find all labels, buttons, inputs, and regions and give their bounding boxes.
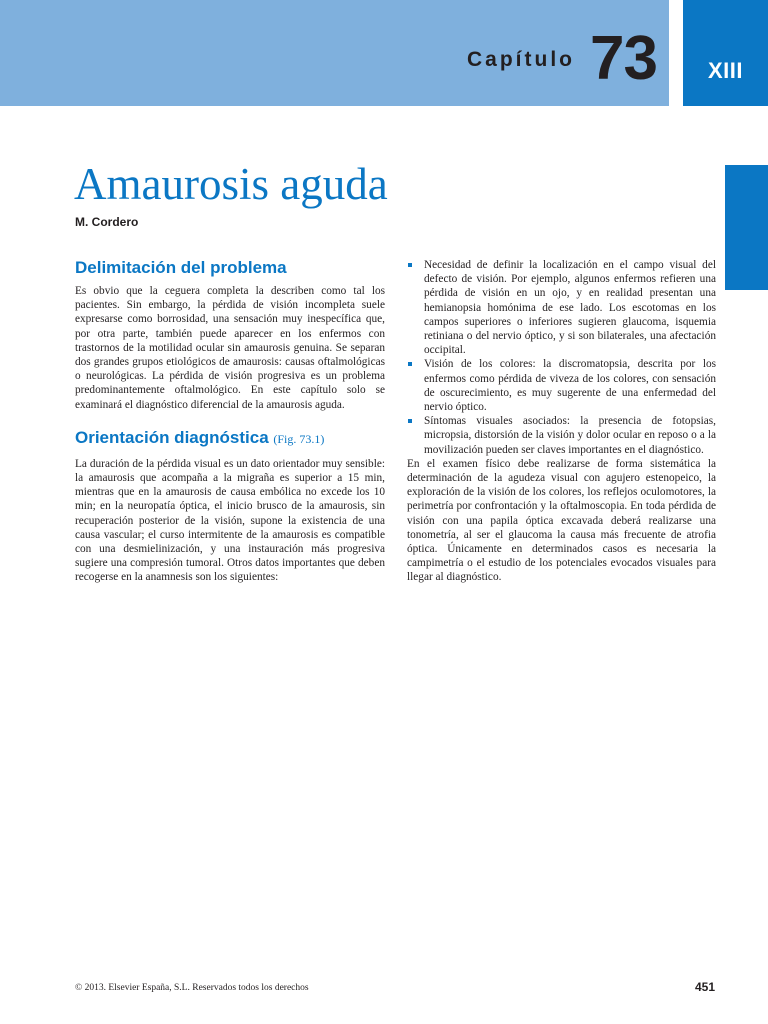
section-paragraph: La duración de la pérdida visual es un dato orientador muy sensible: la amaurosis que acompaña a la migraña es superior a 15 min, mientras que en la amaurosis de causa embólica no excede los 10 min; en la neuropatía óptica, el inicio brusco de la amaurosis, sin recuperación posterior de la visión, supone la existencia de una causa vascular; el curso intermitente de la amaurosis es compatible con una desmielinización, y una instauración más progresiva sugiere una compresión tumoral. Otros datos importantes que deben recogerse en la anamnesis son los siguientes: [75, 457, 385, 584]
section-heading-delimitacion: Delimitación del problema [75, 258, 287, 277]
article-author: M. Cordero [75, 215, 139, 229]
section-heading-text: Orientación diagnóstica [75, 427, 269, 447]
right-column [407, 258, 716, 585]
side-thumb-tab [725, 165, 768, 290]
list-item [407, 357, 716, 414]
section-number: XIII [707, 58, 743, 83]
chapter-header-band [0, 0, 683, 106]
list-item-text: Síntomas visuales asociados: la presencia de fotopsias, micropsia, distorsión de la visión y dolor ocular en reposo o a la movilización pueden ser claves importantes en el diagnóstico. [424, 415, 716, 456]
section-paragraph: Es obvio que la ceguera completa la describen como tal los pacientes. Sin embargo, la pérdida de visión incompleta suele expresarse como borrosidad, una sensación muy inespecífica que, por otra parte, también puede aparecer en los enfermos con trastornos de la motilidad ocular sin amaurosis genuina. Se separan dos grandes grupos etiológicos de amaurosis: causas oftalmológicas o neurológicas. La pérdida de visión progresiva es un problema predominantemente oftalmológico. En este capítulo solo se examinará el diagnóstico diferencial de la amaurosis aguda. [75, 285, 385, 411]
bullet-square-icon [408, 362, 412, 366]
chapter-number: 73 [590, 24, 657, 93]
list-item-text: Necesidad de definir la localización en el campo visual del defecto de visión. Por ejemplo, algunos enfermos refieren una pérdida de visión en un ojo, y en realidad presentan una hemianopsia homónima de ese lado. Los escotomas en los campos superiores o inferiores sugieren glaucoma, isquemia retiniana o del nervio óptico, y si son bilaterales, una afectación occipital. [424, 259, 716, 357]
copyright-notice: © 2013. Elsevier España, S.L. Reservados todos los derechos [75, 983, 309, 993]
page-number: 451 [694, 980, 715, 994]
header-divider [669, 0, 683, 106]
left-column [75, 256, 385, 585]
list-item-text: Visión de los colores: la discromatopsia, descrita por los enfermos como pérdida de viveza de los colores, con sensación de oscurecimiento, es muy sugerente de una enfermedad del nervio óptico. [424, 358, 716, 414]
chapter-label: Capítulo [467, 48, 575, 71]
section-tab [683, 0, 768, 106]
figure-reference: (Fig. 73.1) [273, 431, 325, 446]
list-item [407, 258, 716, 357]
article-title: Amaurosis aguda [74, 159, 388, 209]
bullet-square-icon [408, 419, 412, 423]
bullet-list [407, 258, 716, 457]
section-heading-orientacion [75, 426, 385, 451]
closing-paragraph: En el examen físico debe realizarse de forma sistemática la determinación de la agudeza visual con agujero estenopeico, la exploración de la visión de los colores, los reflejos oculomotores, la perimetría por confrontación y la oftalmoscopia. En toda pérdida de visión con una papila óptica excavada deberá realizarse una tonometría, al ser el glaucoma la causa más frecuente de atrofia óptica. Únicamente en determinados casos es necesaria la campimetría o el estudio de los potenciales evocados visuales para llegar al diagnóstico. [407, 457, 716, 584]
list-item [407, 414, 716, 457]
bullet-square-icon [408, 263, 412, 267]
